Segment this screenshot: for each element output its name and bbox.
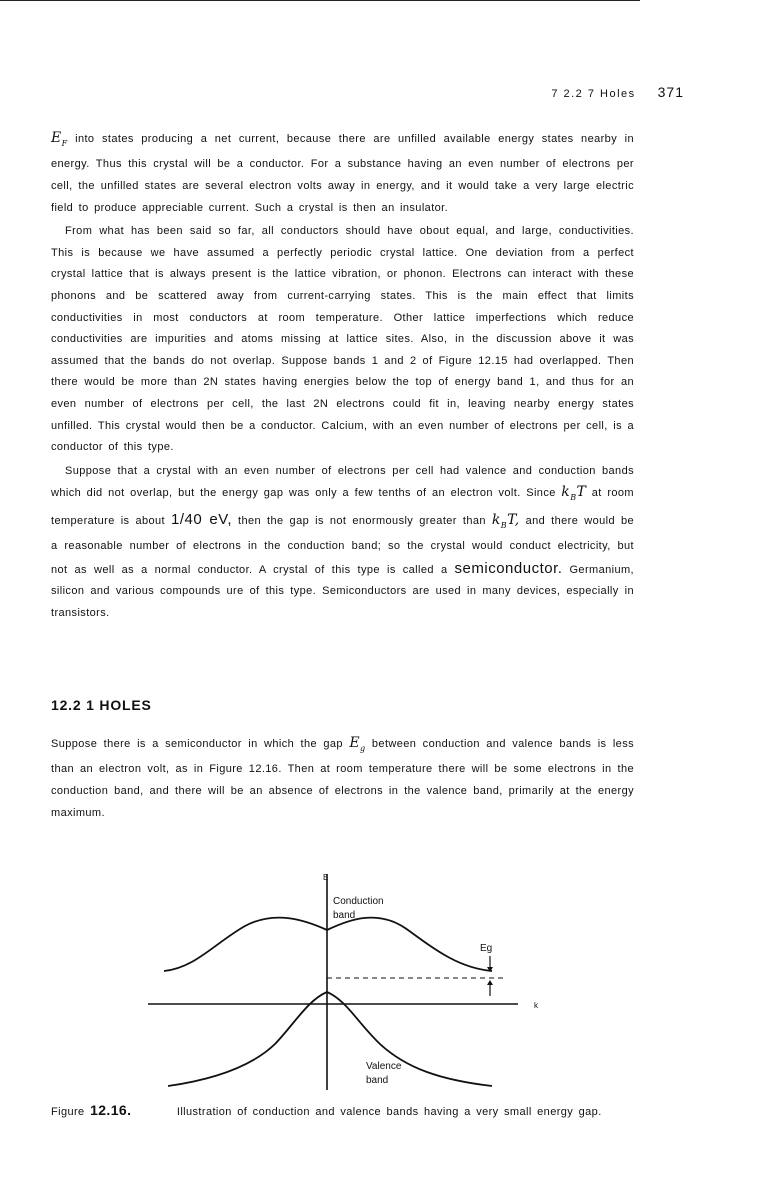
conduction-band-curve bbox=[164, 918, 492, 971]
figure-caption bbox=[51, 1100, 634, 1122]
page-number: 371 bbox=[657, 84, 684, 100]
ef-symbol: $E_F$ bbox=[51, 130, 68, 148]
valence-band-curve bbox=[168, 992, 492, 1086]
valence-label-2: band bbox=[366, 1075, 389, 1086]
thermal-energy-value: 1/40 eV, bbox=[171, 510, 233, 528]
paragraph-2: From what has been said so far, all conductors should have obout equal, and large, conductivities. This is because we have assumed a perfectly periodic crystal lattice. One deviation from a perfect crystal lattice that is always present is the lattice vibration, or phonon. Electrons can interact with these phonons and be scattered away from current-carrying states. This is the main effect that limits conductivities in most conductors at room temperature. Other lattice imperfections which reduce conductivities are impurities and atoms missing at lattice sites. Also, in the discussion above it was assumed that the bands do not overlap. Suppose bands 1 and 2 of Figure 12.15 had overlapped. Then there would be more than 2N states having energies below the top of energy band 1, and thus for an even number of electrons per cell, the last 2N electrons could fit in, leaving nearby energy states unfilled. This crystal would then be a conductor. Calcium, with an even number of electrons per cell, is a conductor of this type. bbox=[51, 225, 634, 454]
gap-label: Eg bbox=[480, 943, 493, 954]
section-heading: 12.2 1 HOLES bbox=[51, 697, 152, 713]
k-axis-label: k bbox=[534, 1001, 538, 1010]
caption-number: 12.16. bbox=[90, 1102, 132, 1118]
caption-prefix: Figure bbox=[51, 1106, 85, 1118]
caption-text: Illustration of conduction and valence bands having a very small energy gap. bbox=[176, 1106, 602, 1118]
kbt-symbol-2: $k_BT$, bbox=[491, 511, 520, 530]
e-axis-label: E bbox=[323, 873, 329, 882]
band-diagram bbox=[140, 868, 540, 1094]
paragraph-3: Suppose that a crystal with an even number of electrons per cell had valence and conduction bands which did not overlap, but the energy gap was only a few tenths of an electron volt. Since $k_BT$ at room temperature is about 1/40 eV, then the gap is not enormously greater than $k_BT$, and there would be a reasonable number of electrons in the conduction band; so the crystal would conduct electricity, but not as well as a normal conductor. A crystal of this type is called a semiconductor. Germanium, silicon and various compounds ure of this type. Semiconductors are used in many devices, especially in transistors. bbox=[51, 464, 635, 619]
paragraph-1-text: into states producing a net current, because there are unfilled available energy states nearby in energy. Thus this crystal will be a conductor. For a substance having an even number of electrons per cell, the unfilled states are several electron volts away in energy, and it would take a very large electric field to produce appreciable current. Such a crystal is then an insulator. bbox=[51, 133, 634, 214]
semiconductor-term: semiconductor. bbox=[454, 559, 563, 577]
body-text bbox=[51, 128, 634, 624]
holes-paragraph: Suppose there is a semiconductor in which the gap $E_g$ between conduction and valence bands is less than an electron volt, as in Figure 12.16. Then at room temperature there will be some electrons in the conduction band, and there will be an absence of electrons in the valence band, primarily at the energy maximum. bbox=[51, 735, 634, 819]
gap-arrowhead-bottom bbox=[487, 980, 493, 985]
eg-symbol: $E_g$ bbox=[349, 735, 366, 753]
conduction-label-2: band bbox=[333, 910, 356, 921]
conduction-label-1: Conduction bbox=[333, 896, 384, 907]
running-head-section: 7 2.2 7 Holes bbox=[551, 88, 636, 100]
running-head bbox=[551, 84, 684, 100]
top-rule bbox=[0, 0, 640, 1]
valence-label-1: Valence bbox=[366, 1061, 402, 1072]
band-diagram-figure bbox=[140, 868, 540, 1094]
kbt-symbol-1: $k_BT$ bbox=[561, 484, 587, 503]
paragraph-1 bbox=[51, 128, 634, 219]
